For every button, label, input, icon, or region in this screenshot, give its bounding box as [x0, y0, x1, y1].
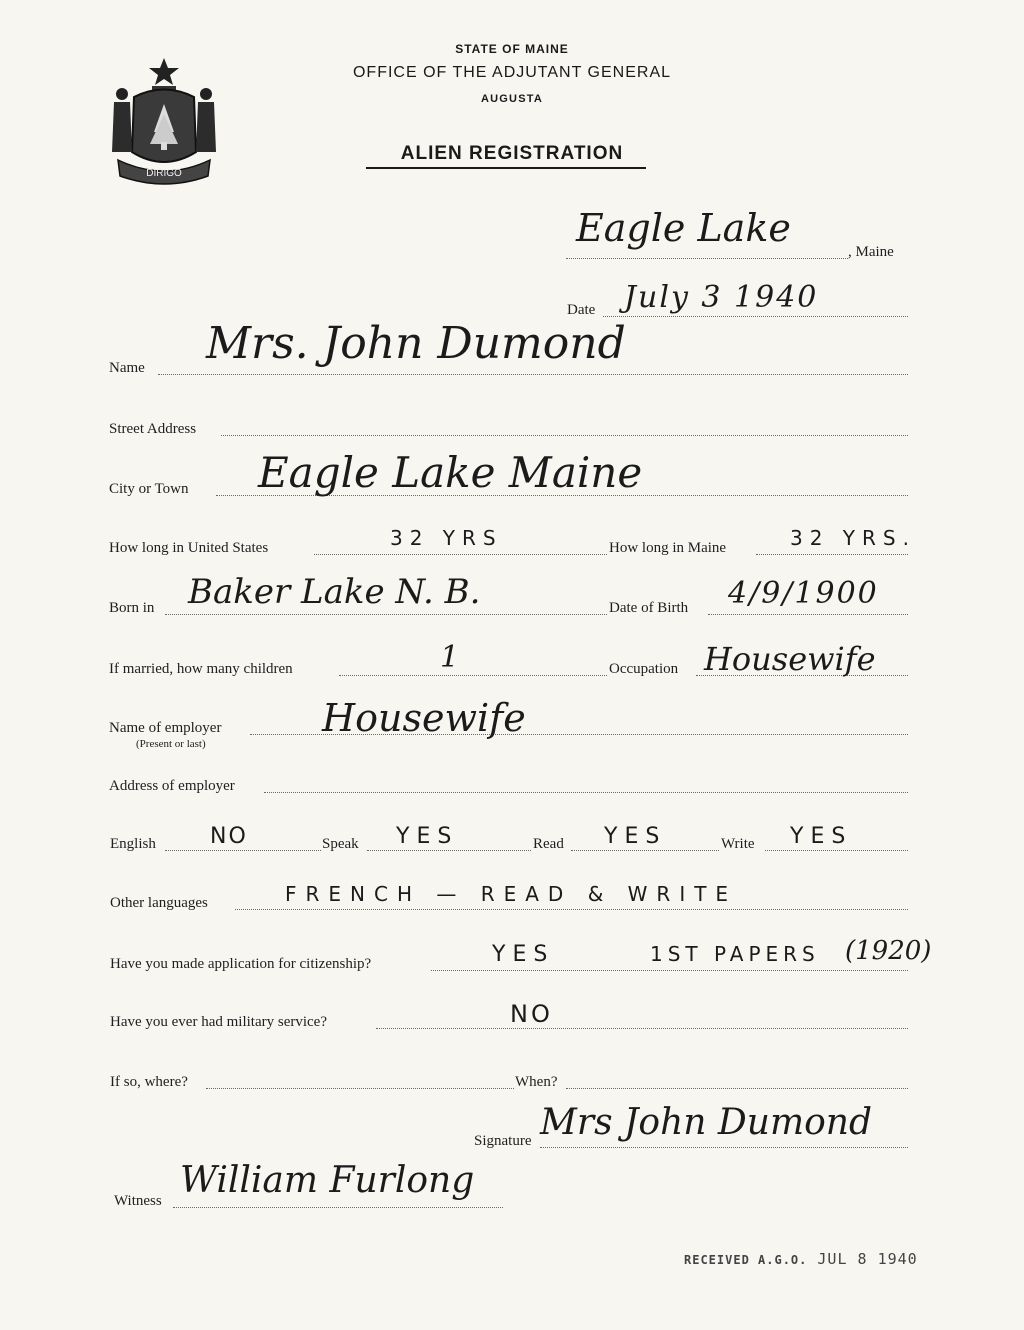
other-languages-line	[235, 909, 908, 910]
town-line	[566, 258, 848, 259]
signature-line	[540, 1147, 908, 1148]
born-label: Born in	[109, 600, 155, 616]
occupation-entry: Housewife	[704, 640, 876, 678]
employer-address-label: Address of employer	[109, 778, 235, 794]
signature-entry: Mrs John Dumond	[540, 1102, 872, 1143]
military-label: Have you ever had military service?	[110, 1014, 327, 1030]
dob-entry: 4/9/1900	[728, 576, 879, 611]
employer-label: Name of employer	[109, 720, 222, 736]
maine-entry: 32 YRS.	[790, 526, 916, 550]
stamp-received: RECEIVED A.G.O.	[684, 1253, 808, 1267]
born-entry: Baker Lake N. B.	[188, 572, 481, 612]
form-title: ALIEN REGISTRATION	[400, 143, 624, 164]
town-suffix: , Maine	[848, 244, 894, 260]
write-entry: YES	[790, 824, 853, 849]
dob-line	[708, 614, 908, 615]
street-label: Street Address	[109, 421, 197, 437]
name-entry: Mrs. John Dumond	[206, 318, 626, 369]
employer-sublabel: (Present or last)	[136, 738, 206, 750]
citizenship-entry: YES	[492, 942, 555, 967]
english-line	[165, 850, 321, 851]
read-entry: YES	[604, 824, 667, 849]
date-entry: July 3 1940	[624, 280, 819, 315]
title-underline	[366, 167, 646, 169]
street-line	[221, 435, 908, 436]
header-city: AUGUSTA	[481, 93, 543, 105]
speak-entry: YES	[396, 824, 459, 849]
name-line	[158, 374, 908, 375]
maine-label: How long in Maine	[609, 540, 727, 556]
english-label: English	[110, 836, 156, 852]
write-line	[765, 850, 908, 851]
born-line	[165, 614, 607, 615]
occupation-label: Occupation	[609, 661, 679, 677]
speak-label: Speak	[322, 836, 359, 852]
other-languages-label: Other languages	[110, 895, 208, 911]
city-label: City or Town	[109, 481, 189, 497]
english-entry: NO	[210, 824, 248, 849]
town-entry: Eagle Lake	[576, 206, 791, 250]
write-label: Write	[721, 836, 755, 852]
when-line	[566, 1088, 908, 1089]
name-label: Name	[109, 360, 145, 376]
received-stamp	[684, 1250, 918, 1268]
employer-entry: Housewife	[322, 696, 526, 740]
citizenship-year: (1920)	[845, 936, 932, 966]
witness-entry: William Furlong	[180, 1160, 475, 1201]
date-line	[603, 316, 908, 317]
where-label: If so, where?	[110, 1074, 188, 1090]
header-office: OFFICE OF THE ADJUTANT GENERAL	[352, 64, 672, 81]
citizenship-line	[431, 970, 908, 971]
city-entry: Eagle Lake Maine	[258, 448, 643, 497]
seal-motto: DIRIGO	[146, 168, 182, 179]
children-line	[339, 675, 607, 676]
stamp-date: JUL 8 1940	[817, 1250, 918, 1268]
us-entry: 32 YRS	[390, 526, 503, 550]
us-line	[314, 554, 607, 555]
dob-label: Date of Birth	[609, 600, 689, 616]
signature-label: Signature	[474, 1133, 532, 1149]
read-line	[571, 850, 719, 851]
citizenship-label: Have you made application for citizenship?	[110, 956, 372, 972]
witness-line	[173, 1207, 503, 1208]
where-line	[206, 1088, 514, 1089]
maine-line	[756, 554, 908, 555]
children-label: If married, how many children	[109, 661, 293, 677]
when-label: When?	[515, 1074, 558, 1090]
other-languages-entry: FRENCH — READ & WRITE	[285, 882, 738, 906]
witness-label: Witness	[114, 1193, 162, 1209]
us-label: How long in United States	[109, 540, 269, 556]
children-entry: 1	[440, 640, 460, 675]
military-line	[376, 1028, 908, 1029]
speak-line	[367, 850, 531, 851]
citizenship-papers: 1ST PAPERS	[650, 942, 820, 966]
military-entry: NO	[510, 1000, 553, 1028]
header-state: STATE OF MAINE	[455, 42, 569, 56]
employer-address-line	[264, 792, 908, 793]
date-label: Date	[567, 302, 596, 318]
read-label: Read	[533, 836, 564, 852]
